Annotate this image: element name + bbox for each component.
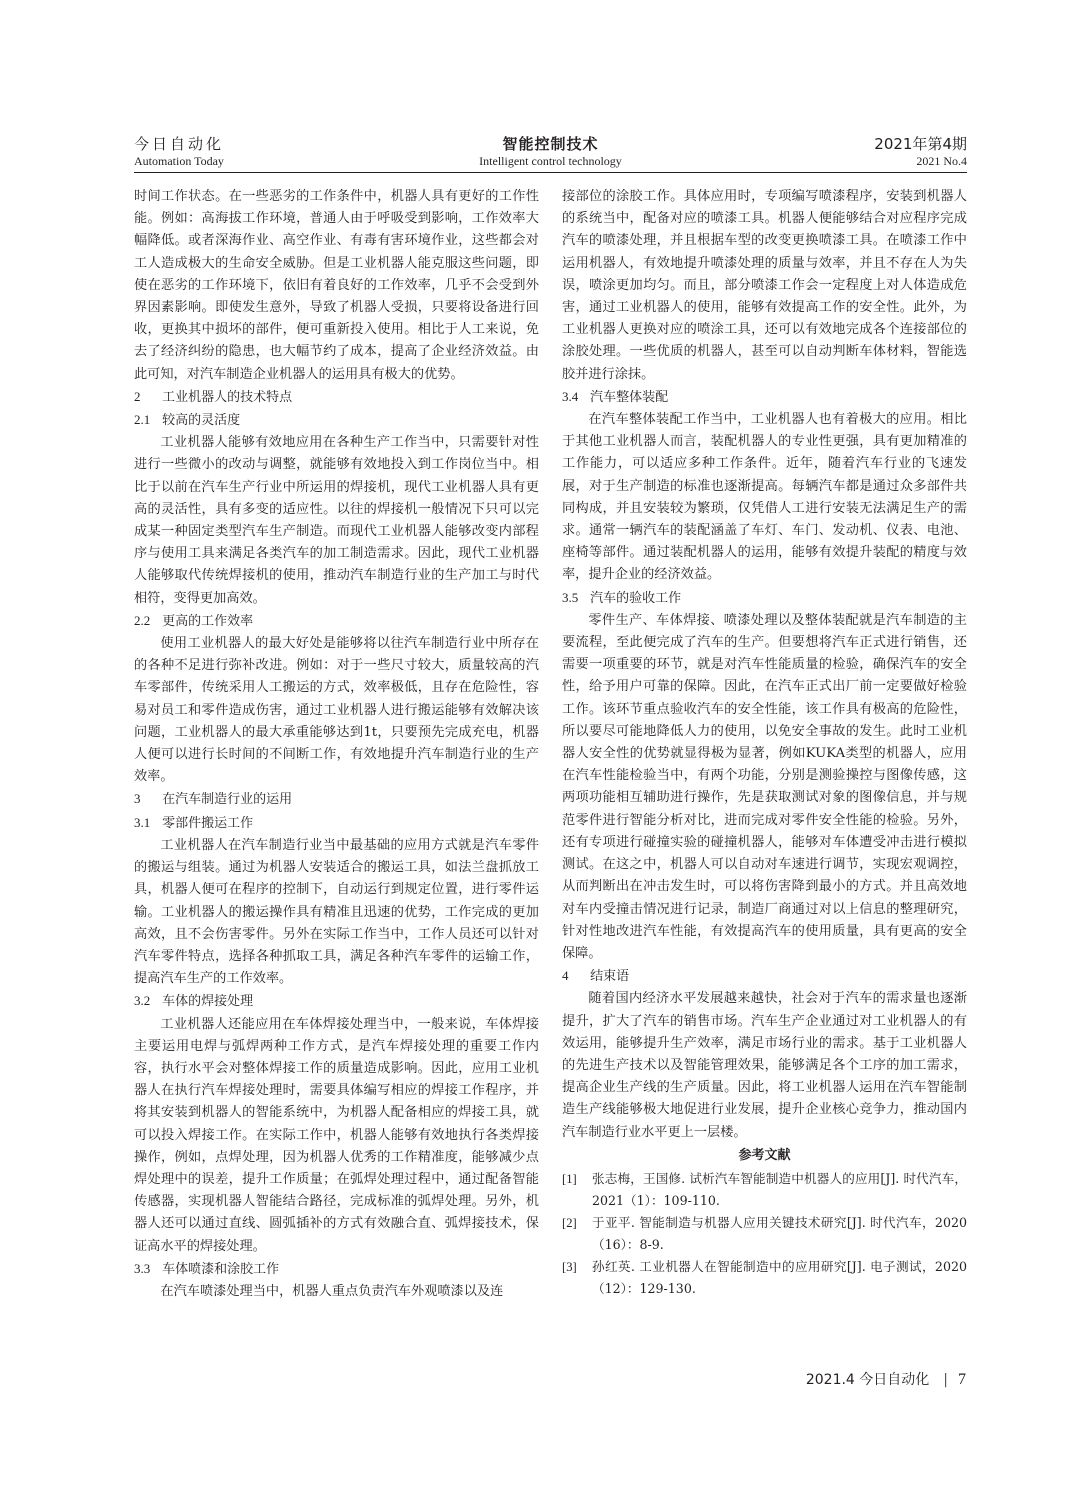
reference-text: 张志梅，王国修. 试析汽车智能制造中机器人的应用[J]. 时代汽车，2021（1）：109-110. [592, 1170, 967, 1208]
paragraph-2-2: 使用工业机器人的最大好处是能够将以往汽车制造行业中所存在的各种不足进行弥补改进。例如：对于一些尺寸较大，质量较高的汽车零部件，传统采用人工搬运的方式，效率极低，且存在危险性，容易对员工和零件造成伤害，通过工业机器人进行搬运能够有效解决该问题，工业机器人的最大承重能够达到1t，只要预先完成充电，机器人便可以进行长时间的不间断工作，有效地提升汽车制造行业的生产效率。 [134, 636, 539, 785]
subsection-number: 3.3 [134, 1260, 151, 1276]
paragraph-4: 随着国内经济水平发展越来越快，社会对于汽车的需求量也逐渐提升，扩大了汽车的销售市场。汽车生产企业通过对工业机器人的有效运用，能够提升生产效率，满足市场行业的需求。基于工业机器人的先进生产技术以及智能管理效果，能够满足各个工序的加工需求，提高企业生产线的生产质量。因此，将工业机器人运用在汽车智能制造生产线能够极大地促进行业发展，提升企业核心竞争力，推动国内汽车制造行业水平更上一层楼。 [562, 991, 967, 1140]
subsection-title: 车体喷漆和涂胶工作 [162, 1261, 280, 1277]
reference-text: 孙红英. 工业机器人在智能制造中的应用研究[J]. 电子测试，2020（12）：129-130. [592, 1258, 967, 1296]
subsection-heading-2-2 [134, 610, 539, 633]
reference-item [562, 1168, 967, 1212]
section-title: 在汽车制造行业的运用 [162, 792, 293, 808]
journal-name-en: Automation Today [134, 154, 224, 168]
paragraph-3-5: 零件生产、车体焊接、喷漆处理以及整体装配就是汽车制造的主要流程，至此便完成了汽车的生产。但要想将汽车正式进行销售，还需要一项重要的环节，就是对汽车性能质量的检验，确保汽车的安全性，给予用户可靠的保障。因此，在汽车正式出厂前一定要做好检验工作。该环节重点验收汽车的安全性能，该工作具有极高的危险性，所以要尽可能地降低人力的使用，以免安全事故的发生。此时工业机器人安全性的优势就显得极为显著，例如KUKA类型的机器人，应用在汽车性能检验当中，有两个功能，分别是测验操控与图像传感，这两项功能相互辅助进行操作，先是获取测试对象的图像信息，并与规范零件进行智能分析对比，进而完成对零件安全性能的检验。另外，还有专项进行碰撞实验的碰撞机器人，能够对车体遭受冲击进行模拟测试。在这之中，机器人可以自动对车速进行调节，实现宏观调控，从而判断出在冲击发生时，可以将伤害降到最小的方式。并且高效地对车内受撞击情况进行记录，制造厂商通过对以上信息的整理研究，针对性地改进汽车性能，有效提高汽车的使用质量，具有更高的安全保障。 [562, 612, 967, 961]
subsection-title: 较高的灵活度 [162, 413, 241, 429]
subsection-number: 2.2 [134, 612, 151, 628]
section-number: 4 [562, 968, 569, 984]
page-footer [806, 1370, 966, 1390]
subsection-title: 车体的焊接处理 [162, 994, 254, 1010]
subsection-heading-3-5 [562, 587, 967, 610]
issue-info [874, 134, 967, 169]
subsection-number: 3.2 [134, 993, 151, 1009]
footer-separator: | [943, 1372, 948, 1388]
subsection-heading-3-2 [134, 990, 539, 1013]
paragraph-2-1: 工业机器人能够有效地应用在各种生产工作当中，只需要针对性进行一些微小的改动与调整，就能够有效地投入到工作岗位当中。相比于以前在汽车生产行业中所运用的焊接机，现代工业机器人具有更高的灵活性，具有多变的适应性。以往的焊接机一般情况下只可以完成某一种固定类型汽车生产制造。而现代工业机器人能够改变内部程序与使用工具来满足各类汽车的加工制造需求。因此，现代工业机器人能够取代传统焊接机的使用，推动汽车制造行业的生产加工与时代相符，变得更加高效。 [134, 435, 539, 606]
page-header [134, 134, 967, 174]
reference-number: [1] [562, 1171, 577, 1186]
subsection-title: 汽车的验收工作 [590, 590, 682, 606]
section-heading-2 [134, 386, 539, 409]
reference-item [562, 1212, 967, 1256]
footer-journal: 2021.4 今日自动化 [805, 1372, 930, 1388]
section-heading-4 [562, 965, 967, 988]
subsection-title: 零部件搬运工作 [162, 815, 254, 831]
reference-number: [3] [562, 1259, 577, 1274]
paragraph-3-3-continued: 接部位的涂胶工作。具体应用时，专项编写喷漆程序，安装到机器人的系统当中，配备对应的喷漆工具。机器人便能够结合对应程序完成汽车的喷漆处理，并且根据车型的改变更换喷漆工具。在喷漆工作中运用机器人，有效地提升喷漆处理的质量与效率，并且不存在人为失误，喷涂更加均匀。而且，部分喷漆工作会一定程度上对人体造成危害，通过工业机器人的使用，能够有效提高工作的安全性。此外，为工业机器人更换对应的喷涂工具，还可以有效地完成各个连接部位的涂胶处理。一些优质的机器人，甚至可以自动判断车体材料，智能选胶并进行涂抹。 [562, 189, 967, 382]
section-number: 3 [134, 791, 141, 807]
subsection-title: 更高的工作效率 [162, 613, 254, 629]
paragraph-3-4: 在汽车整体装配工作当中，工业机器人也有着极大的应用。相比于其他工业机器人而言，装配机器人的专业性更强，具有更加精准的工作能力，可以适应多种工作条件。近年，随着汽车行业的飞速发展，对于生产制造的标准也逐渐提高。每辆汽车都是通过众多部件共同构成，并且安装较为繁琐，仅凭借人工进行安装无法满足生产的需求。通常一辆汽车的装配涵盖了车灯、车门、发动机、仪表、电池、座椅等部件。通过装配机器人的运用，能够有效提升装配的精度与效率，提升企业的经济效益。 [562, 412, 967, 583]
section-name [134, 134, 967, 169]
subsection-title: 汽车整体装配 [590, 389, 669, 405]
subsection-heading-3-4 [562, 386, 967, 409]
paragraph-intro: 时间工作状态。在一些恶劣的工作条件中，机器人具有更好的工作性能。例如：高海拔工作环境，普通人由于呼吸受到影响，工作效率大幅降低。或者深海作业、高空作业、有毒有害环境作业，这些都会对工人造成极大的生命安全威胁。但是工业机器人能克服这些问题，即使在恶劣的工作环境下，依旧有着良好的工作效率，几乎不会受到外界因素影响。即使发生意外，导致了机器人受损，只要将设备进行回收，更换其中损坏的部件，便可重新投入使用。相比于人工来说，免去了经济纠纷的隐患，也大幅节约了成本，提高了企业经济效益。由此可知，对汽车制造企业机器人的运用具有极大的优势。 [134, 189, 539, 382]
section-title: 工业机器人的技术特点 [162, 389, 293, 405]
section-heading-3 [134, 788, 539, 811]
journal-name-cn: 今日自动化 [134, 135, 225, 153]
subsection-heading-2-1 [134, 409, 539, 432]
reference-text: 于亚平. 智能制造与机器人应用关键技术研究[J]. 时代汽车，2020（16）：8-9. [592, 1214, 967, 1252]
paragraph-3-1: 工业机器人在汽车制造行业当中最基础的应用方式就是汽车零件的搬运与组装。通过为机器人安装适合的搬运工具，如法兰盘抓放工具，机器人便可在程序的控制下，自动运行到规定位置，进行零件运输。工业机器人的搬运操作具有精准且迅速的优势，工作完成的更加高效，且不会伤害零件。另外在实际工作当中，工作人员还可以针对汽车零件特点，选择各种抓取工具，满足各种汽车零件的运输工作，提高汽车生产的工作效率。 [134, 837, 539, 987]
right-column [562, 186, 967, 1300]
left-column [134, 186, 539, 1303]
section-number: 2 [134, 388, 141, 404]
reference-number: [2] [562, 1215, 577, 1230]
reference-item [562, 1256, 967, 1300]
references-title: 参考文献 [738, 1147, 791, 1163]
issue-en: 2021 No.4 [916, 154, 967, 168]
subsection-heading-3-3 [134, 1258, 539, 1281]
page-number: 7 [958, 1371, 966, 1388]
subsection-number: 3.5 [562, 589, 579, 605]
section-name-cn: 智能控制技术 [502, 135, 599, 153]
subsection-number: 3.4 [562, 388, 579, 404]
section-name-en: Intelligent control technology [479, 154, 622, 168]
subsection-number: 3.1 [134, 814, 151, 830]
section-title: 结束语 [590, 969, 630, 985]
issue-cn: 2021年第4期 [874, 135, 967, 153]
paragraph-3-2: 工业机器人还能应用在车体焊接处理当中，一般来说，车体焊接主要运用电焊与弧焊两种工作方式，是汽车焊接处理的重要工作内容，执行水平会对整体焊接工作的质量造成影响。因此，应用工业机器人在执行汽车焊接处理时，需要具体编写相应的焊接工作程序，并将其安装到机器人的智能系统中，为机器人配备相应的焊接工具，就可以投入焊接工作。在实际工作中，机器人能够有效地执行各类焊接操作，例如，点焊处理，因为机器人优秀的工作精准度，能够减少点焊处理中的误差，提升工作质量；在弧焊处理过程中，通过配备智能传感器，实现机器人智能结合路径，完成标准的弧焊处理。另外，机器人还可以通过直线、圆弧插补的方式有效融合直、弧焊接技术，保证高水平的焊接处理。 [134, 1016, 539, 1254]
subsection-number: 2.1 [134, 412, 151, 428]
header-rule [134, 172, 967, 173]
paragraph-3-3: 在汽车喷漆处理当中，机器人重点负责汽车外观喷漆以及连 [160, 1283, 504, 1299]
subsection-heading-3-1 [134, 812, 539, 835]
